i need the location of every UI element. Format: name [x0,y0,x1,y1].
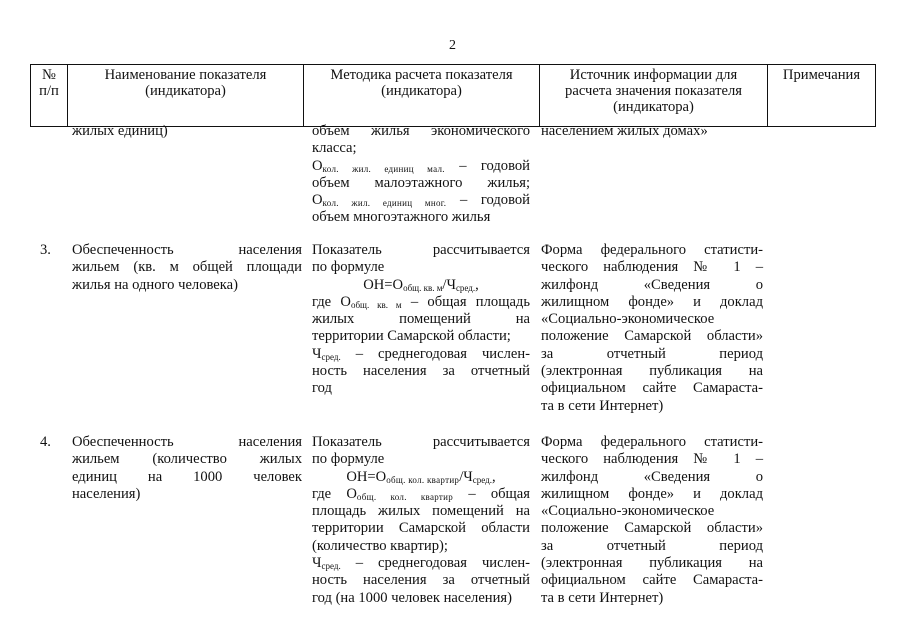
formula: $ОН=О_{общ. кол. квартир}/Ч_{сред.}$, [346,468,496,485]
table-header [30,64,876,127]
row-method: Показатель рассчитывается по формуле $ОН=О_{общ. кол. квартир}/Ч_{сред.}$, где $О_{общ. кол. квартир}$ – общая площадь жилых помещений на территории Самарской области (количество квартир); $Ч_{сред.}$ – среднегодовая числен- ность населения за отчетный год (на 1000 человек населения) [312,434,531,606]
continuation-name: жилых единиц) [72,123,168,139]
header-name: Наименование показателя (индикатора) [68,65,304,127]
row-number: 3. [40,242,51,258]
formula: $ОН=О_{общ. кв. м}/Ч_{сред.}$, [363,276,479,293]
row-number: 4. [40,434,51,450]
row-name: Обеспеченность населения жильем (кв. м общей площади жилья на одного человека) [72,242,302,293]
row-method: Показатель рассчитывается по формуле $ОН=О_{общ. кв. м}/Ч_{сред.}$, где $О_{общ. кв. м}$ – общая площадь жилых помещений на территории Самарской области; $Ч_{сред.}$ – среднегодовая числен- ность населения за отчетный год [312,242,531,397]
header-number: № п/п [31,65,68,127]
continuation-method: объем жилья экономического класса; $О_{кол. жил. единиц мал.}$ – годовой объем малоэтажного жилья; $О_{кол. жил. единиц мног.}$ – годовой объем многоэтажного жилья [312,123,530,226]
page-number: 2 [449,38,456,53]
header-notes: Примечания [768,65,876,127]
header-method: Методика расчета показателя (индикатора) [304,65,540,127]
row-name: Обеспеченность населения жильем (количество жилых единиц на 1000 человек населения) [72,434,302,502]
header-source: Источник информации для расчета значения показателя (индикатора) [540,65,768,127]
row-source: Форма федерального статисти- ческого наблюдения № 1 – жилфонд «Сведения о жилищном фонде» и доклад «Социально-экономическое положение Самарской области» за отчетный период (электронная публикация на официальном сайте Самараста- та в сети Интернет) [541,434,763,606]
row-source: Форма федерального статисти- ческого наблюдения № 1 – жилфонд «Сведения о жилищном фонде» и доклад «Социально-экономическое положение Самарской области» за отчетный период (электронная публикация на официальном сайте Самараста- та в сети Интернет) [541,242,763,414]
continuation-source: населением жилых домах» [541,123,708,139]
